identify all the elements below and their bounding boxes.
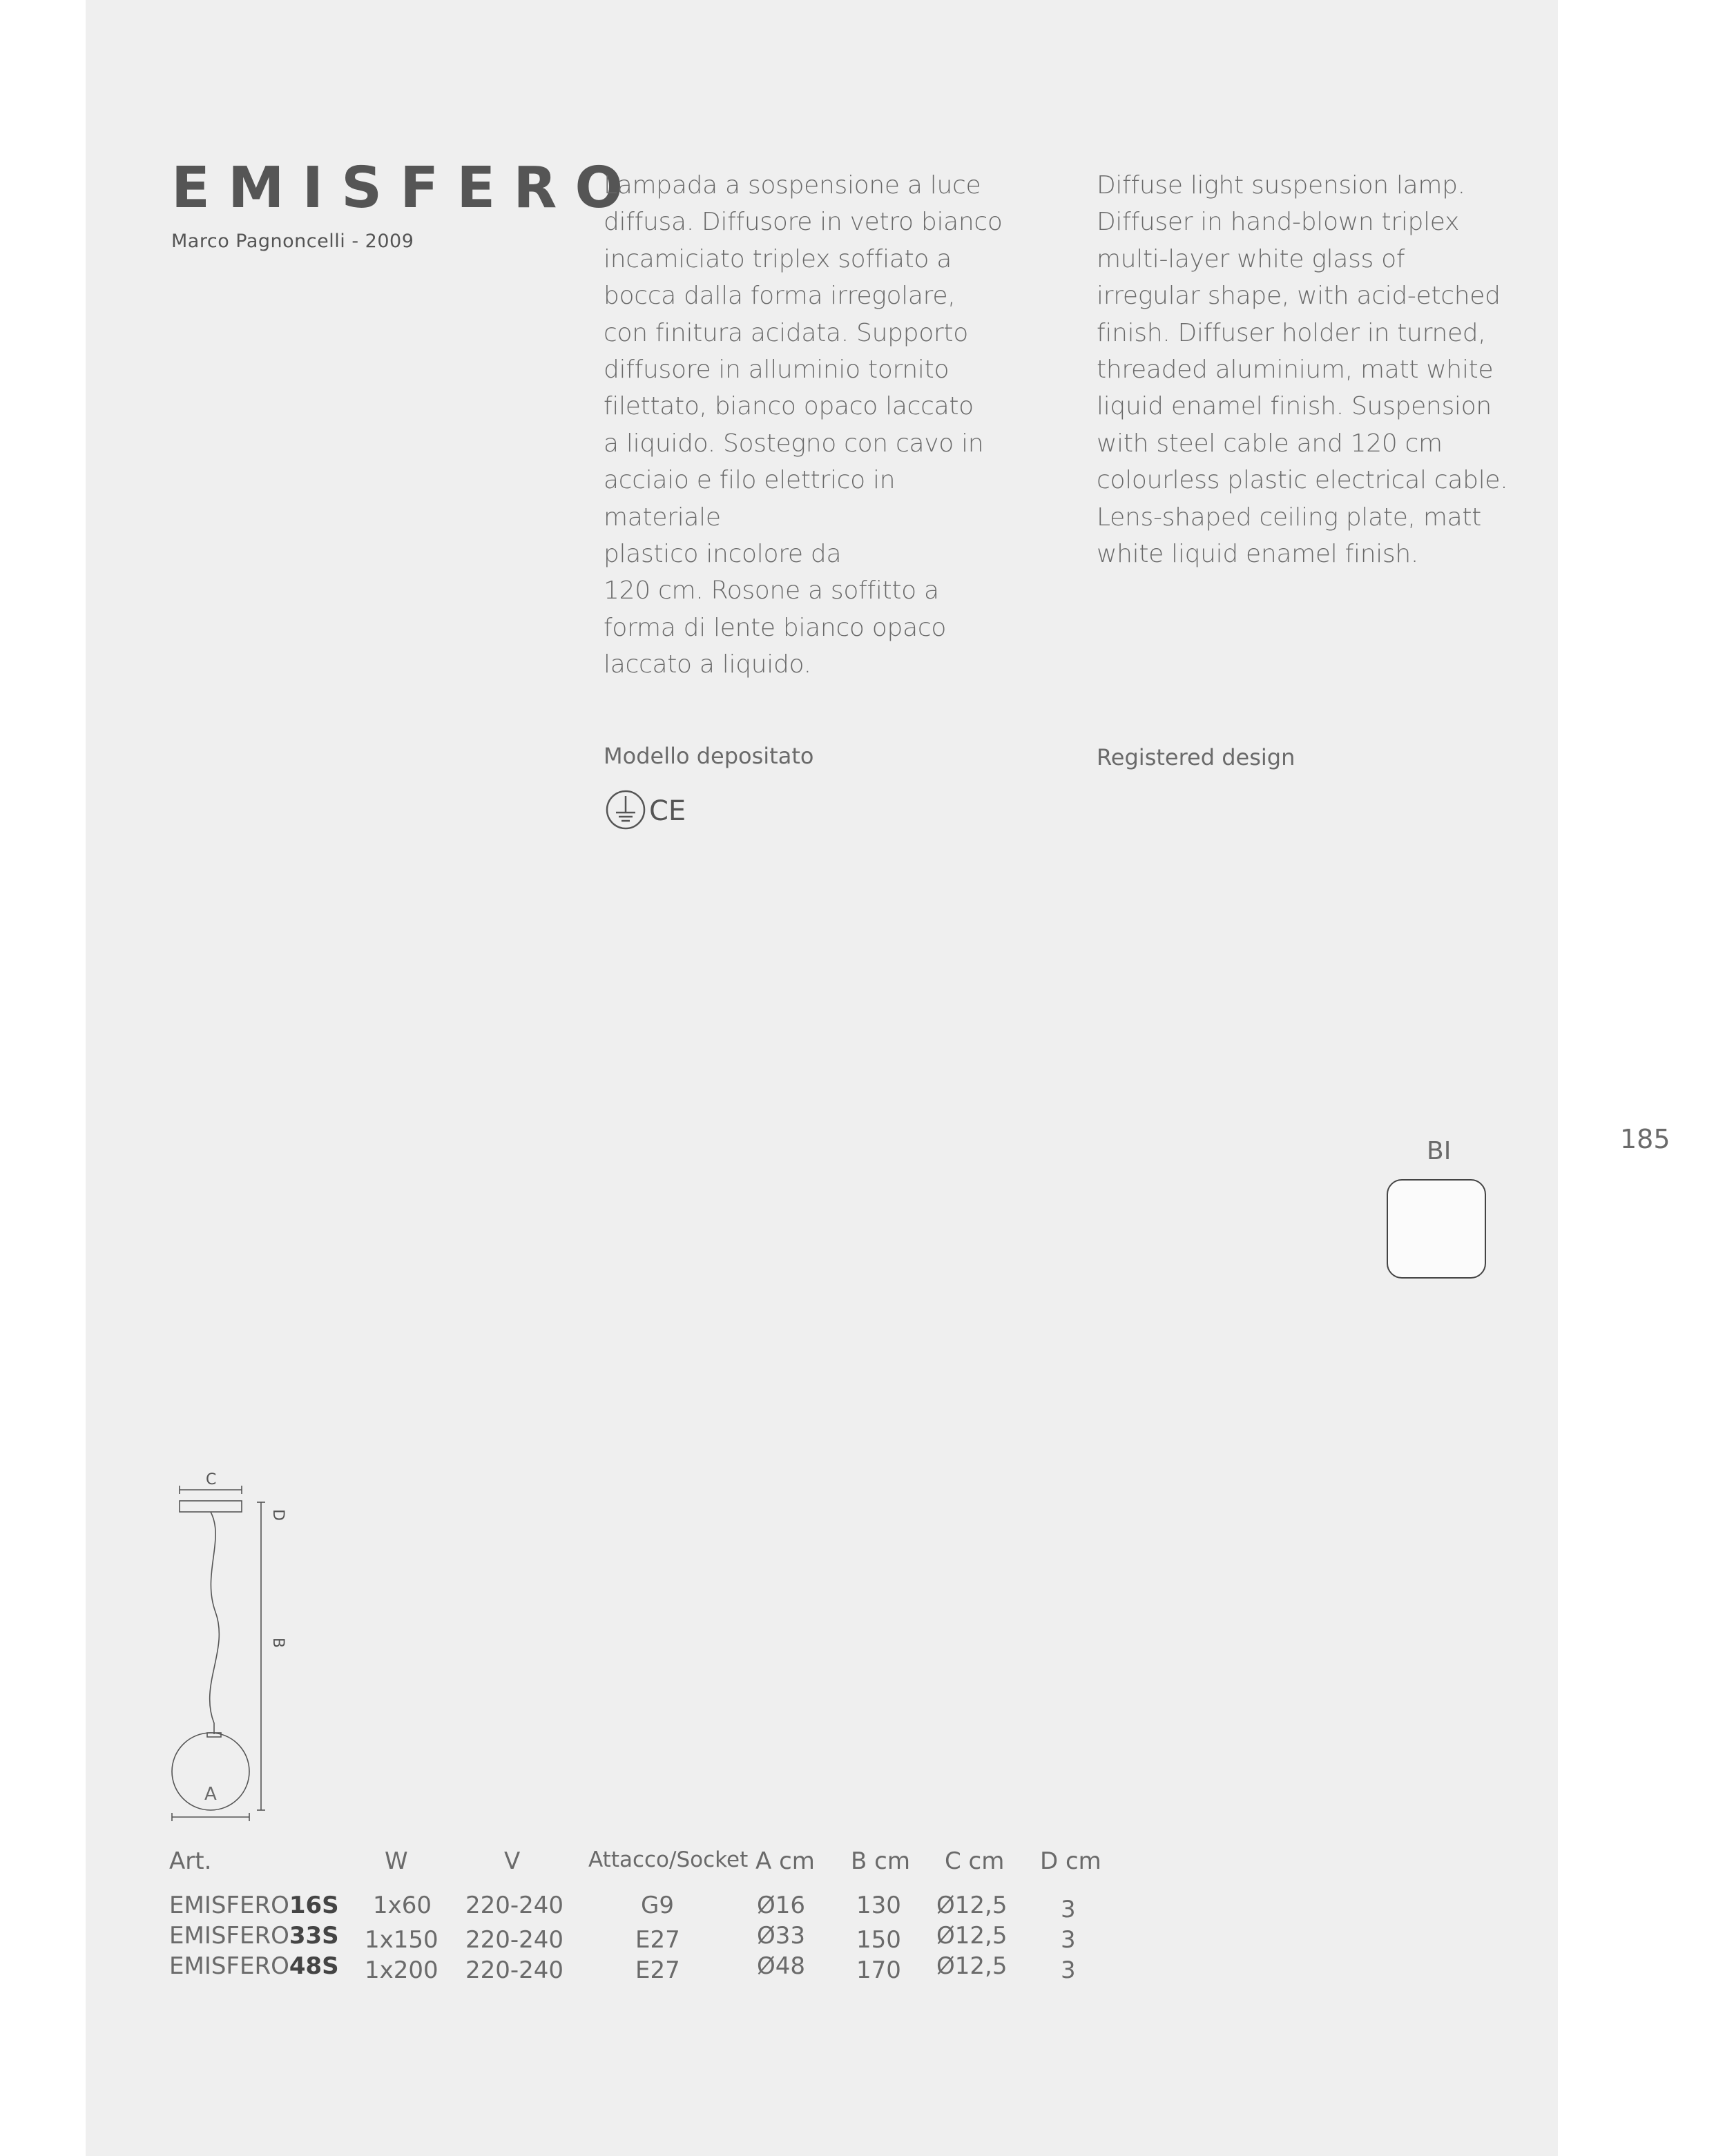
- desc-en-line: irregular shape, with acid-etched: [1097, 282, 1501, 311]
- cell-b: 170: [856, 1956, 901, 1984]
- desc-it-line: plastico incolore da: [604, 540, 842, 569]
- cell-d: 3: [1061, 1956, 1076, 1984]
- desc-en-line: white liquid enamel finish.: [1097, 540, 1419, 569]
- description-english: [1097, 167, 1511, 572]
- desc-it-line: 120 cm. Rosone a soffitto a: [604, 576, 939, 605]
- header-d: D cm: [1040, 1847, 1101, 1875]
- desc-it-line: diffusa. Diffusore in vetro bianco: [604, 208, 1003, 237]
- registered-design-english: Registered design: [1097, 744, 1295, 770]
- desc-it-line: con finitura acidata. Supporto: [604, 318, 968, 347]
- cell-v: 220-240: [465, 1956, 564, 1984]
- desc-en-line: liquid enamel finish. Suspension: [1097, 392, 1492, 421]
- desc-it-line: incamiciato triplex soffiato a: [604, 244, 952, 273]
- earth-ground-icon: [607, 791, 644, 828]
- suspension-cable: [210, 1512, 220, 1734]
- desc-it-line: diffusore in alluminio tornito: [604, 356, 950, 385]
- dim-label-c: C: [206, 1471, 217, 1488]
- header-socket: Attacco/Socket: [588, 1847, 749, 1872]
- cell-socket: E27: [635, 1956, 680, 1984]
- desc-it-line: a liquido. Sostegno con cavo in: [604, 429, 984, 458]
- desc-en-line: with steel cable and 120 cm: [1097, 429, 1443, 458]
- art-prefix: EMISFERO: [169, 1922, 289, 1950]
- table-row-art: [169, 1952, 339, 1980]
- page-number: 185: [1620, 1124, 1670, 1154]
- lamp-dimension-drawing: [159, 1464, 297, 1823]
- finish-swatch-white: [1387, 1179, 1486, 1279]
- header-c: C cm: [945, 1847, 1005, 1875]
- art-prefix: EMISFERO: [169, 1952, 289, 1980]
- cell-a: Ø48: [757, 1952, 806, 1980]
- header-a: A cm: [755, 1847, 815, 1875]
- desc-en-line: Diffuse light suspension lamp.: [1097, 171, 1465, 200]
- cell-c: Ø12,5: [936, 1952, 1008, 1980]
- desc-en-line: finish. Diffuser holder in turned,: [1097, 318, 1486, 347]
- art-prefix: EMISFERO: [169, 1892, 289, 1919]
- ce-mark-icon: CE: [649, 795, 686, 827]
- product-title: EMISFERO: [171, 155, 642, 221]
- desc-it-line: Lampada a sospensione a luce: [604, 171, 981, 200]
- cell-v: 220-240: [465, 1926, 564, 1954]
- header-w: W: [385, 1847, 408, 1875]
- desc-it-line: filettato, bianco opaco laccato: [604, 392, 974, 421]
- ceiling-plate: [180, 1501, 242, 1512]
- cell-d: 3: [1061, 1926, 1076, 1954]
- description-italian: [604, 167, 1018, 683]
- desc-en-line: Lens-shaped ceiling plate, matt: [1097, 503, 1481, 532]
- cell-w: 1x150: [365, 1926, 439, 1954]
- header-v: V: [504, 1847, 521, 1875]
- art-code: 33S: [289, 1922, 339, 1950]
- dim-label-a: A: [204, 1784, 217, 1805]
- header-b: B cm: [851, 1847, 910, 1875]
- cell-a: Ø33: [757, 1922, 806, 1950]
- designer-credit: Marco Pagnoncelli - 2009: [171, 231, 414, 252]
- art-code: 16S: [289, 1892, 339, 1919]
- desc-it-line: forma di lente bianco opaco: [604, 613, 947, 642]
- desc-it-line: laccato a liquido.: [604, 650, 811, 679]
- dim-label-d: D: [269, 1509, 287, 1521]
- desc-en-line: multi-layer white glass of: [1097, 244, 1405, 273]
- table-row-art: [169, 1892, 339, 1919]
- desc-en-line: colourless plastic electrical cable.: [1097, 466, 1508, 495]
- desc-en-line: Diffuser in hand-blown triplex: [1097, 208, 1460, 237]
- cell-a: Ø16: [757, 1892, 806, 1919]
- cell-v: 220-240: [465, 1892, 564, 1919]
- header-art: Art.: [169, 1847, 212, 1875]
- cell-d: 3: [1061, 1896, 1076, 1923]
- cell-b: 150: [856, 1926, 901, 1954]
- cell-socket: G9: [641, 1892, 674, 1919]
- finish-code-label: BI: [1427, 1137, 1452, 1165]
- desc-en-line: threaded aluminium, matt white: [1097, 356, 1494, 385]
- registered-design-italian: Modello depositato: [604, 743, 814, 769]
- cell-w: 1x200: [365, 1956, 439, 1984]
- art-code: 48S: [289, 1952, 339, 1980]
- desc-it-line: acciaio e filo elettrico in materiale: [604, 466, 896, 532]
- desc-it-line: bocca dalla forma irregolare,: [604, 282, 956, 311]
- cell-w: 1x60: [373, 1892, 432, 1919]
- dim-label-b: B: [269, 1638, 287, 1649]
- cell-b: 130: [856, 1892, 901, 1919]
- cell-socket: E27: [635, 1926, 680, 1954]
- table-row-art: [169, 1922, 339, 1950]
- cell-c: Ø12,5: [936, 1922, 1008, 1950]
- certification-marks: [605, 789, 702, 831]
- cell-c: Ø12,5: [936, 1892, 1008, 1919]
